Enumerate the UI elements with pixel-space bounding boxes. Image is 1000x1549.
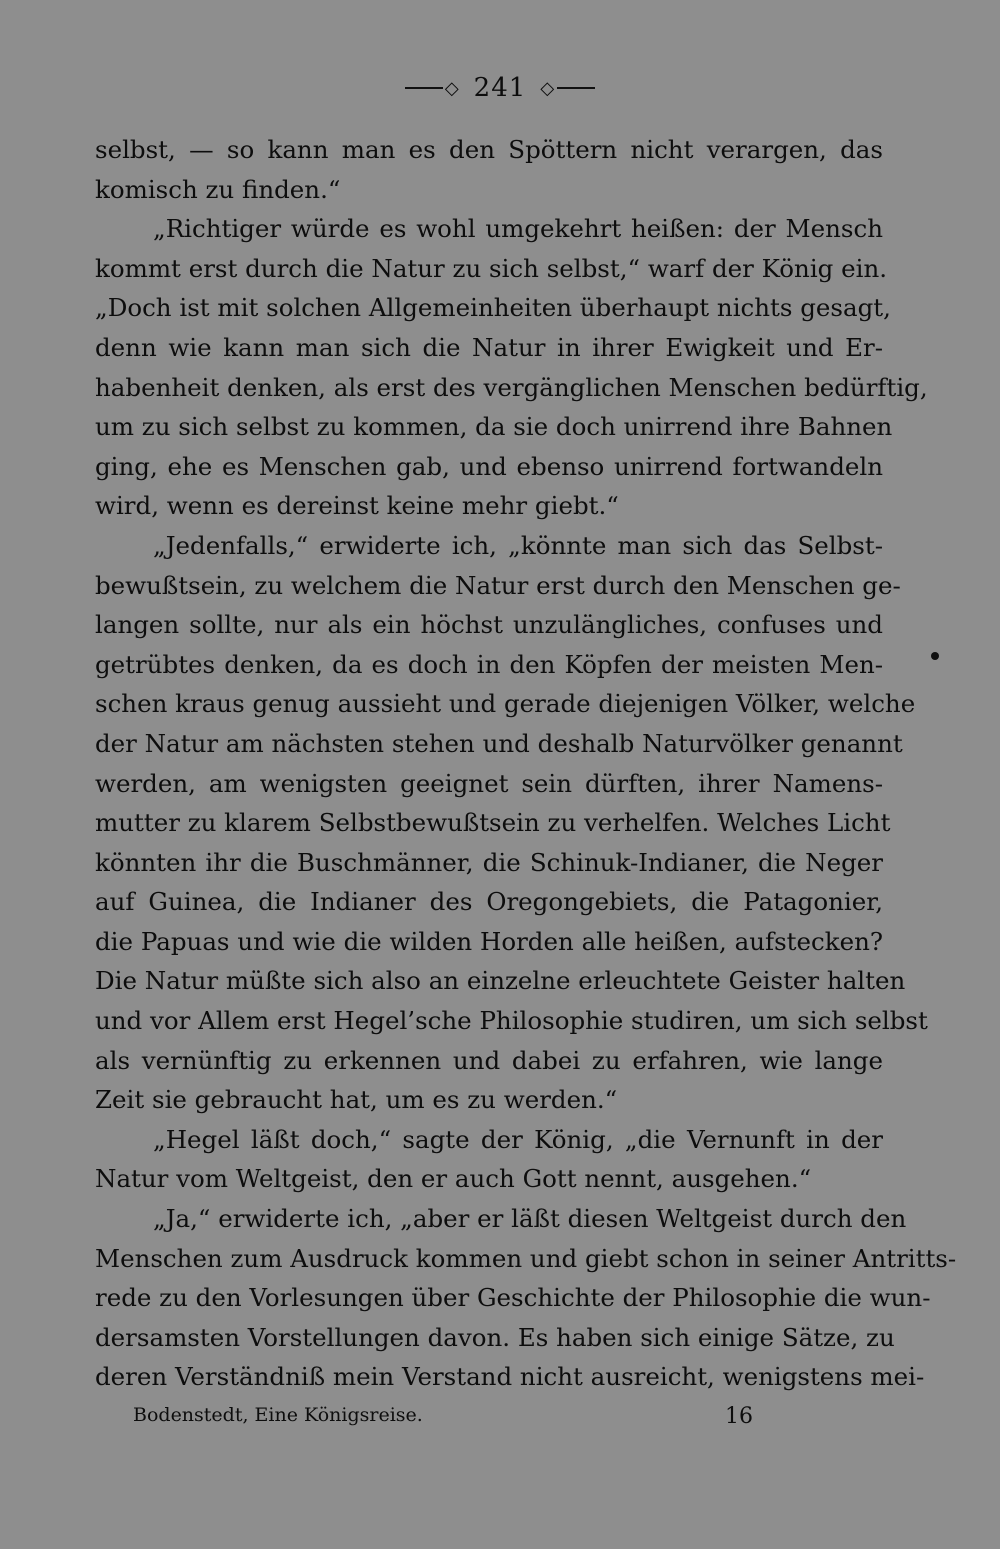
text-line: habenheit denken, als erst des vergänglichen Menschen bedürftig, [95,372,928,402]
text-line: kommt erst durch die Natur zu sich selbst,“ warf der König ein. [95,253,888,283]
text-line: auf Guinea, die Indianer des Oregongebiets, die Patagonier, [95,887,883,917]
running-header [0,72,1000,103]
text-line: deren Verständniß mein Verstand nicht ausreicht, wenigstens mei- [95,1362,925,1392]
header-rule-right [557,87,595,89]
text-line: Menschen zum Ausdruck kommen und giebt schon in seiner Antritts- [95,1243,957,1273]
text-line: der Natur am nächsten stehen und deshalb Naturvölker genannt [95,728,903,758]
text-line: denn wie kann man sich die Natur in ihrer Ewigkeit und Er- [95,332,883,362]
text-line: mutter zu klarem Selbstbewußtsein zu verhelfen. Welches Licht [95,808,891,838]
text-line: als vernünftig zu erkennen und dabei zu erfahren, wie lange [95,1045,883,1075]
text-line: rede zu den Vorlesungen über Geschichte der Philosophie die wun- [95,1283,931,1313]
body-text [95,130,957,1397]
header-rule-left [405,87,443,89]
text-line: Natur vom Weltgeist, den er auch Gott nennt, ausgehen.“ [95,1164,812,1194]
text-line: „Doch ist mit solchen Allgemeinheiten überhaupt nichts gesagt, [95,293,891,323]
text-line: ging, ehe es Menschen gab, und ebenso unirrend fortwandeln [95,451,883,481]
signature-mark: 16 [725,1404,753,1429]
text-line: komisch zu finden.“ [95,174,341,204]
text-line: um zu sich selbst zu kommen, da sie doch unirrend ihre Bahnen [95,412,893,442]
text-line: Zeit sie gebraucht hat, um es zu werden.“ [95,1085,618,1115]
text-line: Die Natur müßte sich also an einzelne erleuchtete Geister halten [95,966,906,996]
text-line: „Hegel läßt doch,“ sagte der König, „die Vernunft in der [153,1124,883,1154]
text-line: bewußtsein, zu welchem die Natur erst durch den Menschen ge- [95,570,901,600]
page-footer [133,1404,773,1429]
text-line: dersamsten Vorstellungen davon. Es haben sich einige Sätze, zu [95,1322,895,1352]
text-line: „Jedenfalls,“ erwiderte ich, „könnte man sich das Selbst- [153,530,883,560]
text-line: werden, am wenigsten geeignet sein dürften, ihrer Namens- [95,768,883,798]
text-line: und vor Allem erst Hegel’sche Philosophie studiren, um sich selbst [95,1006,928,1036]
text-line: „Richtiger würde es wohl umgekehrt heißen: der Mensch [153,214,883,244]
ornament-right-icon: ◇ [540,77,556,99]
page-number: 241 [473,73,527,103]
text-line: selbst, — so kann man es den Spöttern nicht verargen, das [95,135,883,164]
text-line: langen sollte, nur als ein höchst unzulängliches, confuses und [95,610,883,640]
text-line: getrübtes denken, da es doch in den Köpfen der meisten Men- [95,649,883,679]
text-line: „Ja,“ erwiderte ich, „aber er läßt diesen Weltgeist durch den [153,1204,907,1234]
ornament-left-icon: ◇ [444,77,460,99]
ink-speck [931,652,939,660]
text-line: schen kraus genug aussieht und gerade diejenigen Völker, welche [95,689,916,719]
footer-imprint: Bodenstedt, Eine Königsreise. [133,1404,423,1426]
text-line: könnten ihr die Buschmänner, die Schinuk-Indianer, die Neger [95,847,883,877]
text-line: die Papuas und wie die wilden Horden alle heißen, aufstecken? [95,926,883,956]
text-line: wird, wenn es dereinst keine mehr giebt.“ [95,491,619,521]
